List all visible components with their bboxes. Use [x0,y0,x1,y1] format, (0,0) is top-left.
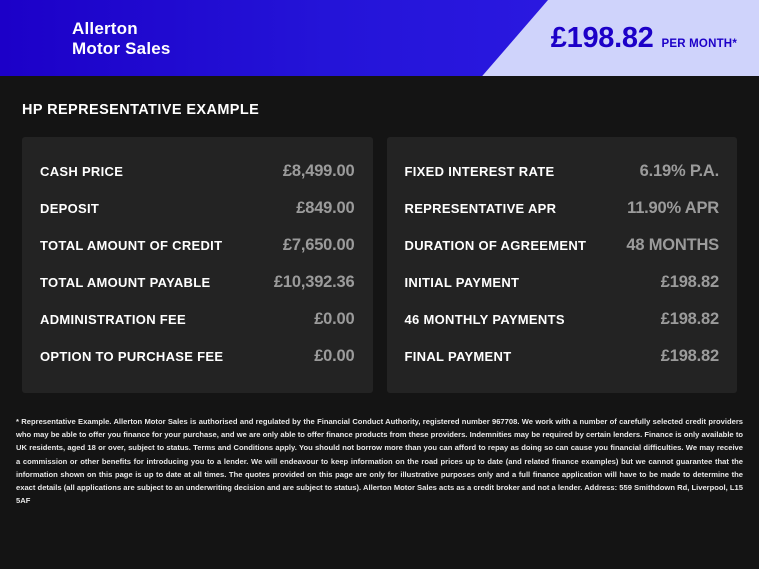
right-details-panel [387,137,738,393]
monthly-price [551,22,737,55]
row-label: FINAL PAYMENT [404,349,512,364]
dealer-brand [72,19,171,59]
row-value: £198.82 [660,347,719,365]
row-value: £8,499.00 [282,162,355,180]
row-label: ADMINISTRATION FEE [40,312,186,327]
disclaimer-text: * Representative Example. Allerton Motor Sales is authorised and regulated by the Financial Conduct Authority, registered number 967708. We work with a number of carefully selected credit providers who may be able to offer you finance for your purchase, and we are only able to offer finance products from these providers. Indemnities may be required by certain lenders. Finance is only available to UK residents, aged 18 or over, subject to status. Terms and Conditions apply. You should not borrow more than you can afford to repay as doing so can cause you financial difficulties. We may receive a commission or other benefits for introducing you to a lender. We will endeavour to keep information on the road prices up to date (and related finance examples) but we cannot guarantee that the information shown on this page is up to date at all times. The quotes provided on this page are only for illustrative purposes only and a full finance application will have to be made to determine the exact details (all applications are subject to an underwriting decision and are subject to status). Allerton Motor Sales acts as a credit broker and not a lender. Address: 559 Smithdown Rd, Liverpool, L15 5AF [16,417,743,506]
row-value: £849.00 [296,199,355,217]
table-row [40,153,355,190]
table-row [40,264,355,301]
brand-line-1: Allerton [72,19,138,38]
row-value: 48 MONTHS [626,236,719,254]
brand-line-2: Motor Sales [72,39,171,58]
row-label: TOTAL AMOUNT PAYABLE [40,275,211,290]
table-row [40,301,355,338]
page-title: HP REPRESENTATIVE EXAMPLE [22,102,260,118]
price-period-label: PER MONTH* [661,38,737,50]
table-row [405,153,720,190]
finance-details [0,118,759,393]
row-label: DEPOSIT [40,201,100,216]
table-row [405,338,720,375]
row-value: £0.00 [314,347,355,365]
table-row [40,227,355,264]
row-label: OPTION TO PURCHASE FEE [40,349,224,364]
row-value: 11.90% APR [627,199,719,217]
row-value: 6.19% P.A. [639,162,719,180]
price-amount: £198.82 [550,22,654,54]
row-label: FIXED INTEREST RATE [404,164,555,179]
row-value: £198.82 [660,310,719,328]
row-label: 46 MONTHLY PAYMENTS [404,312,565,327]
table-row [405,227,720,264]
row-value: £7,650.00 [282,236,355,254]
table-row [405,190,720,227]
table-row [405,301,720,338]
row-label: TOTAL AMOUNT OF CREDIT [40,238,223,253]
row-value: £0.00 [314,310,355,328]
row-label: INITIAL PAYMENT [404,275,520,290]
page-header [0,0,759,76]
table-row [405,264,720,301]
table-row [40,190,355,227]
row-label: DURATION OF AGREEMENT [404,238,587,253]
left-details-panel [22,137,373,393]
row-label: CASH PRICE [40,164,124,179]
row-value: £198.82 [660,273,719,291]
row-value: £10,392.36 [273,273,355,291]
table-row [40,338,355,375]
row-label: REPRESENTATIVE APR [404,201,557,216]
